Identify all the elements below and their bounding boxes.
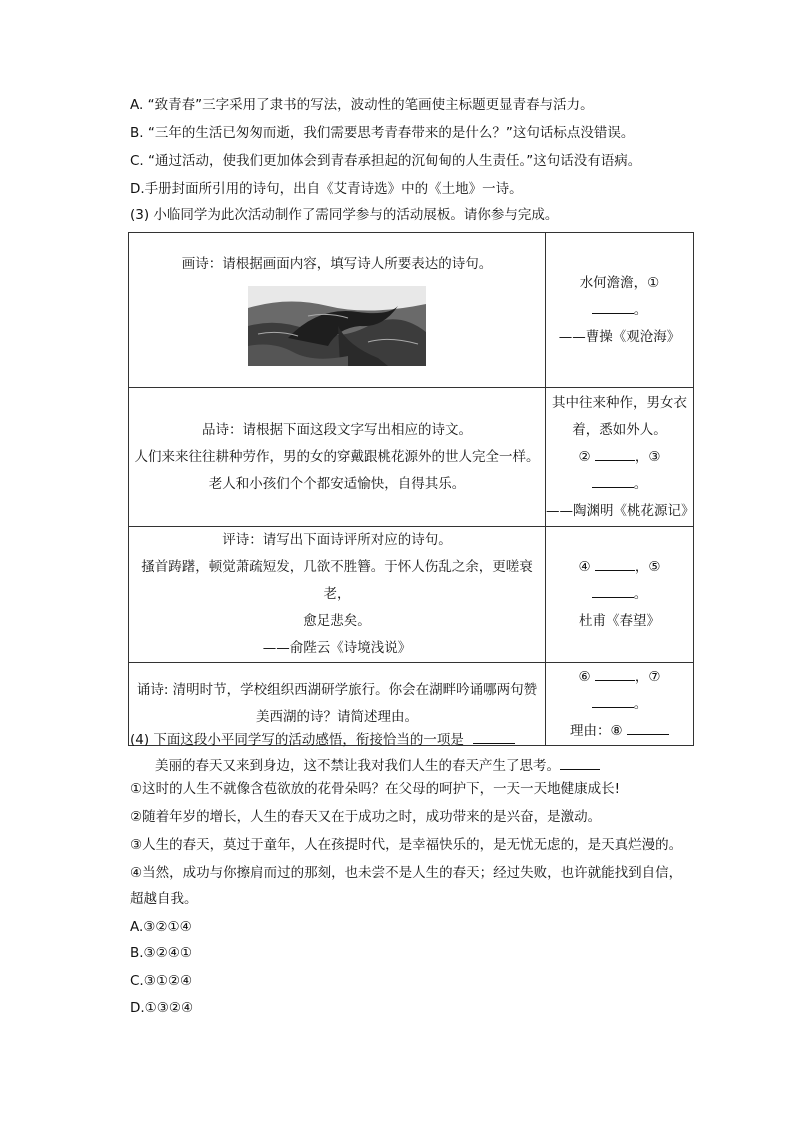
row2-left-cell [129,388,546,527]
answer-blank-5[interactable] [592,582,634,598]
mark-3: ，③ [634,448,661,465]
row3-blanks [546,554,693,581]
row4-reason [546,718,693,745]
ink-painting-image [248,286,426,366]
activity-board-table [128,232,694,746]
q4-sentence-4b: 超越自我。 [130,891,198,907]
answer-blank-q4[interactable] [473,728,515,744]
row4-blanks [546,664,693,691]
q4-option-a[interactable]: A.③②①④ [130,919,192,935]
mark-7: ，⑦ [634,668,661,685]
mark-2: ② [578,448,591,465]
row2-text-2: 老人和小孩们个个都安适愉快，自得其乐。 [208,475,466,492]
answer-blank-lead[interactable] [560,754,600,770]
answer-blank-2[interactable] [595,445,635,461]
punct: 。 [633,301,648,318]
row2-verse-1: 其中往来种作，男女衣 [552,394,687,411]
row1-blank-line [546,297,693,324]
question-4-stem: (4) 下面这段小平同学写的活动感悟，衔接恰当的一项是 [130,728,515,749]
option-a: A. “致青春”三字采用了隶书的写法，波动性的笔画使主标题更显青春与活力。 [130,97,594,113]
row3-text-2: 愈足悲矣。 [303,613,371,629]
q4-sentence-3: ③人生的春天，莫过于童年，人在孩提时代，是幸福快乐的，是无忧无虑的，是天真烂漫的。 [130,837,683,853]
mark-5: ，⑤ [634,559,661,575]
answer-blank-1[interactable] [592,298,634,314]
row2-text-1: 人们来来往往耕种劳作，男的女的穿戴跟桃花源外的世人完全一样。 [134,448,540,465]
table-row [129,527,694,663]
q4-option-b[interactable]: B.③②④① [130,945,192,961]
table-row [129,388,694,527]
row4-right-cell [546,663,694,746]
mark-4: ④ [578,559,591,575]
option-b: B. “三年的生活已匆匆而逝，我们需要思考青春带来的是什么？”这句话标点没错误。 [130,125,635,141]
question-3-intro: (3) 小临同学为此次活动制作了需同学参与的活动展板。请你参与完成。 [130,207,559,223]
row3-right-cell [546,527,694,663]
row3-poem-source: 杜甫《春望》 [579,613,660,629]
table-row [129,233,694,388]
option-d: D.手册封面所引用的诗句，出自《艾青诗选》中的《土地》一诗。 [130,181,523,197]
row3-source: ——俞陛云《诗境浅说》 [262,640,412,656]
punct: 。 [633,586,648,602]
row4-blank-end [546,691,693,718]
row1-right-cell [546,233,694,388]
row4-text: 美西湖的诗？请简述理由。 [256,709,418,725]
row1-left-cell [129,233,546,388]
q4-sentence-2: ②随着年岁的增长，人生的春天又在于成功之时，成功带来的是兴奋，是激动。 [130,809,602,825]
row3-instruction: 评诗：请写出下面诗评所对应的诗句。 [222,532,452,548]
row2-instruction: 品诗：请根据下面这段文字写出相应的诗文。 [202,421,472,438]
punct: 。 [633,695,648,712]
row2-blank-end [546,471,693,498]
row2-verse-2: 着，悉如外人。 [572,421,667,438]
q4-option-d[interactable]: D.①③②④ [130,1000,194,1016]
row3-text-1: 搔首踌躇，顿觉萧疏短发，几欲不胜簪。于怀人伤乱之余，更嗟衰老， [141,559,533,602]
row1-source: ——曹操《观沧海》 [558,328,681,345]
answer-blank-3[interactable] [592,472,634,488]
answer-blank-6[interactable] [595,665,635,681]
option-c: C. “通过活动，使我们更加体会到青春承担起的沉甸甸的人生责任。”这句话没有语病。 [130,153,642,169]
q4-sentence-4a: ④当然，成功与你擦肩而过的那刻，也未尝不是人生的春天；经过失败，也许就能找到自信， [130,865,683,881]
answer-blank-8[interactable] [627,719,669,735]
answer-blank-4[interactable] [595,555,635,571]
answer-blank-7[interactable] [592,692,634,708]
reason-label: 理由：⑧ [570,722,623,739]
row2-source: ——陶渊明《桃花源记》 [546,502,695,519]
punct: 。 [633,475,648,492]
row1-verse: 水何澹澹，① [579,274,660,291]
q4-lead: 美丽的春天又来到身边，这不禁让我对我们人生的春天产生了思考。 [155,754,600,775]
q4-sentence-1: ①这时的人生不就像含苞欲放的花骨朵吗？在父母的呵护下，一天一天地健康成长! [130,781,621,797]
mark-6: ⑥ [578,668,591,685]
row4-instruction: 诵诗: 清明时节，学校组织西湖研学旅行。你会在湖畔吟诵哪两句赞 [136,682,538,698]
row2-right-cell [546,388,694,527]
row1-instruction: 画诗：请根据画面内容，填写诗人所要表达的诗句。 [181,255,493,272]
q4-option-c[interactable]: C.③①②④ [130,973,193,989]
row3-left-cell [129,527,546,663]
row3-blank-end [546,581,693,608]
row2-blanks [546,444,693,471]
